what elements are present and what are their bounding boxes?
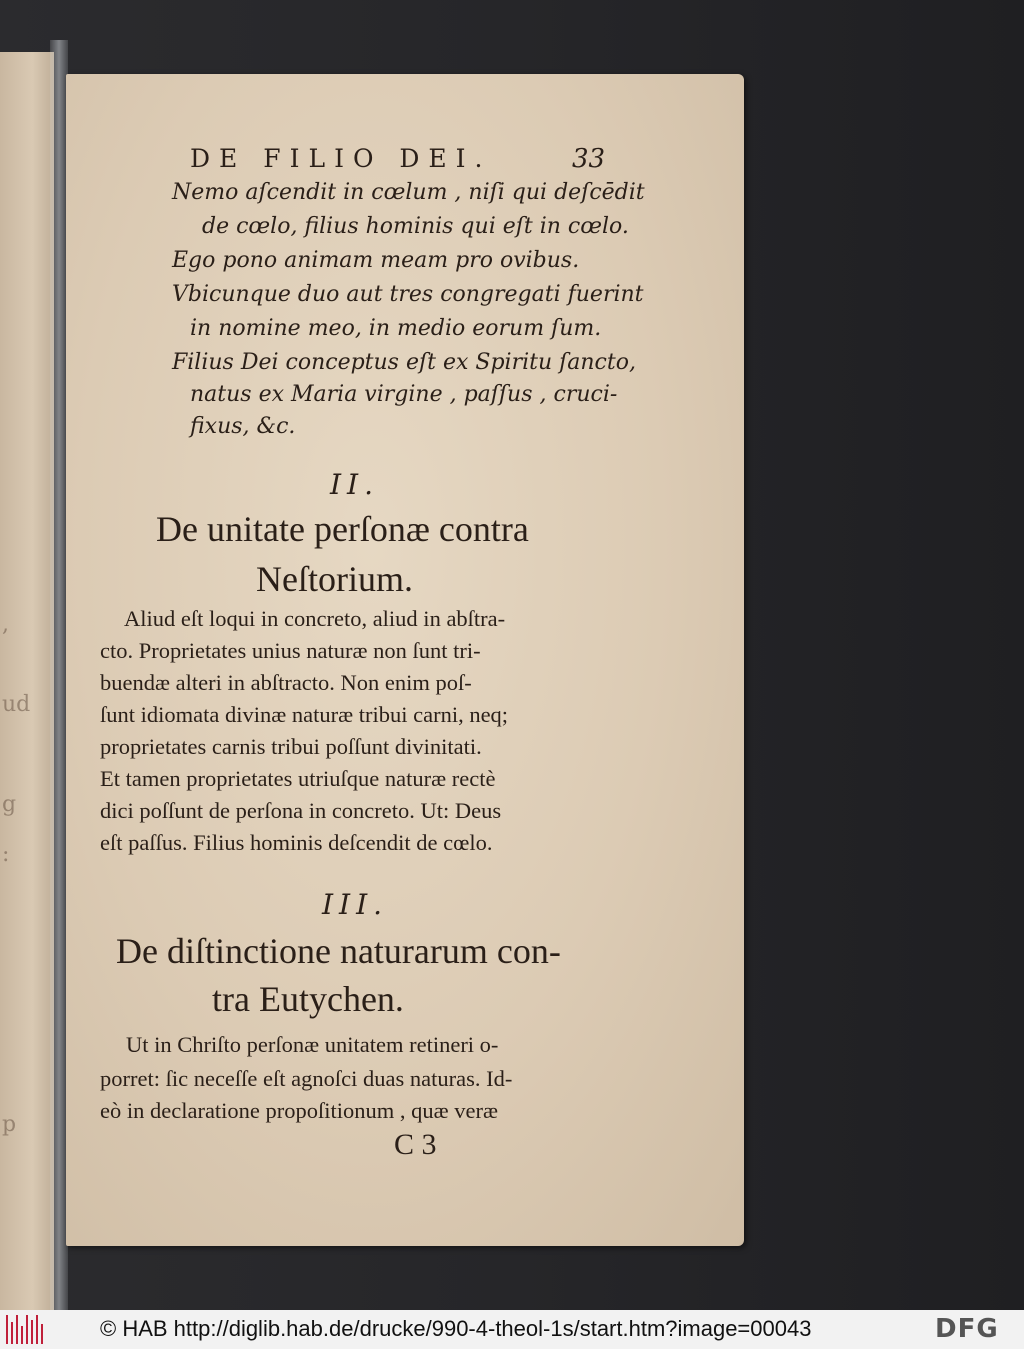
- text-line: Nemo aſcendit in cœlum , niſi qui deſcēdit: [172, 180, 645, 205]
- text-line: eſt paſſus. Filius hominis deſcendit de cœlo.: [100, 830, 493, 855]
- text-line: Vbicunque duo aut tres congregati fuerint: [172, 282, 644, 307]
- running-header: DE FILIO DEI.: [190, 144, 492, 173]
- text-line: porret: ſic neceſſe eſt agnoſci duas naturas. Id-: [100, 1066, 513, 1091]
- text-line: fixus, &c.: [190, 414, 296, 439]
- text-line: Filius Dei conceptus eſt ex Spiritu ſancto,: [172, 350, 636, 375]
- section-heading: Neſtorium.: [256, 559, 413, 599]
- text-line: dici poſſunt de perſona in concreto. Ut: Deus: [100, 798, 502, 823]
- previous-page-edge: , ud g : p: [0, 52, 54, 1310]
- text-line: Ut in Chriſto perſonæ unitatem retineri o-: [126, 1032, 499, 1057]
- text-line: Aliud eſt loqui in concreto, aliud in abſtra-: [124, 606, 506, 631]
- text-line: natus ex Maria virgine , paſſus , cruci-: [190, 382, 618, 407]
- footer-bar: [0, 1310, 1024, 1349]
- text-line: buendæ alteri in abſtracto. Non enim poſ-: [100, 670, 472, 695]
- text-line: Ego pono animam meam pro ovibus.: [172, 248, 580, 273]
- text-line: Et tamen proprietates utriuſque naturæ rectè: [100, 766, 496, 791]
- section-heading: tra Eutychen.: [212, 979, 404, 1019]
- text-line: de cœlo, filius hominis qui eſt in cœlo.: [202, 214, 629, 239]
- section-number: III.: [322, 888, 389, 921]
- page-number: 33: [572, 144, 606, 174]
- copyright-link[interactable]: © HAB http://diglib.hab.de/drucke/990-4-theol-1s/start.htm?image=00043: [100, 1316, 812, 1341]
- section-heading: De unitate perſonæ contra: [156, 509, 529, 549]
- text-line: ſunt idiomata divinæ naturæ tribui carni, neq;: [100, 702, 509, 727]
- text-line: eò in declaratione propoſitionum , quæ veræ: [100, 1098, 499, 1123]
- text-line: proprietates carnis tribui poſſunt divinitati.: [100, 734, 482, 759]
- signature-mark: C 3: [394, 1128, 437, 1161]
- section-number: II.: [330, 468, 380, 501]
- section-heading: De diſtinctione naturarum con-: [116, 931, 561, 971]
- dfg-logo: DFG: [935, 1314, 999, 1344]
- hab-logo-icon: [6, 1315, 46, 1344]
- text-line: cto. Proprietates unius naturæ non ſunt tri-: [100, 638, 481, 663]
- book-page: [66, 74, 744, 1246]
- text-line: in nomine meo, in medio eorum ſum.: [190, 316, 602, 341]
